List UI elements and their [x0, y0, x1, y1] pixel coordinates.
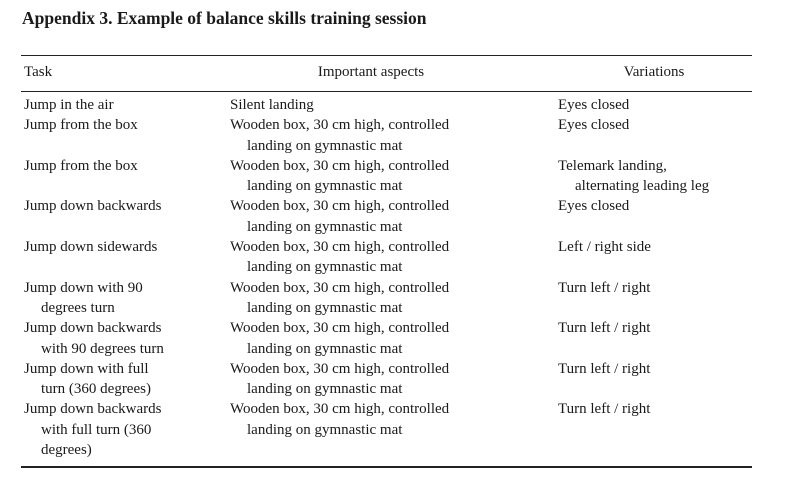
aspects-cell-line: landing on gymnastic mat	[247, 381, 403, 398]
table-header-row	[21, 56, 752, 92]
variations-cell-line: Turn left / right	[558, 401, 651, 418]
task-cell	[21, 196, 230, 237]
variations-cell-line: Eyes closed	[558, 117, 630, 134]
aspects-cell-line: landing on gymnastic mat	[247, 299, 403, 316]
header-important-aspects: Important aspects	[317, 64, 425, 80]
variations-cell	[558, 318, 752, 359]
table-row	[21, 359, 752, 400]
task-cell	[21, 115, 230, 156]
table-body	[21, 92, 752, 468]
variations-cell	[558, 399, 752, 460]
task-cell-line: Jump down with 90	[24, 279, 143, 296]
aspects-cell-line: landing on gymnastic mat	[247, 421, 403, 438]
task-cell	[21, 278, 230, 319]
table-row	[21, 196, 752, 237]
variations-cell-line: Left / right side	[558, 239, 651, 256]
appendix-title: Appendix 3. Example of balance skills training session	[22, 8, 427, 28]
aspects-cell-line: landing on gymnastic mat	[247, 178, 403, 195]
aspects-cell-line: landing on gymnastic mat	[247, 137, 403, 154]
task-cell	[21, 237, 230, 278]
task-cell-line: turn (360 degrees)	[41, 381, 151, 398]
aspects-cell	[230, 156, 558, 197]
aspects-cell-line: landing on gymnastic mat	[247, 340, 403, 357]
task-cell-line: degrees)	[41, 442, 92, 459]
aspects-cell-line: Wooden box, 30 cm high, controlled	[230, 401, 450, 418]
aspects-cell-line: Wooden box, 30 cm high, controlled	[230, 320, 450, 337]
variations-cell-line: Turn left / right	[558, 360, 651, 377]
aspects-cell	[230, 95, 558, 115]
table-row	[21, 278, 752, 319]
aspects-cell-line: Wooden box, 30 cm high, controlled	[230, 279, 450, 296]
task-cell-line: Jump down with full	[24, 360, 149, 377]
aspects-cell-line: Wooden box, 30 cm high, controlled	[230, 239, 450, 256]
task-cell-line: with 90 degrees turn	[41, 340, 164, 357]
table-row	[21, 156, 752, 197]
task-cell	[21, 359, 230, 400]
variations-cell-line: alternating leading leg	[575, 178, 710, 195]
task-cell	[21, 318, 230, 359]
aspects-cell	[230, 115, 558, 156]
task-cell-line: Jump down sidewards	[24, 239, 158, 256]
task-cell-line: Jump down backwards	[24, 320, 162, 337]
task-cell-line: Jump in the air	[24, 97, 114, 113]
aspects-cell	[230, 359, 558, 400]
task-cell	[21, 399, 230, 460]
aspects-cell-line: landing on gymnastic mat	[247, 218, 403, 235]
task-cell-line: Jump down backwards	[24, 198, 162, 215]
variations-cell-line: Turn left / right	[558, 279, 651, 296]
variations-cell	[558, 278, 752, 319]
variations-cell	[558, 115, 752, 156]
aspects-cell-line: Wooden box, 30 cm high, controlled	[230, 360, 450, 377]
task-cell-line: Jump from the box	[24, 117, 138, 134]
aspects-cell-line: Wooden box, 30 cm high, controlled	[230, 157, 450, 174]
variations-cell	[558, 156, 752, 197]
variations-cell-line: Turn left / right	[558, 320, 651, 337]
task-cell	[21, 156, 230, 197]
table-row	[21, 399, 752, 460]
aspects-cell-line: Silent landing	[230, 97, 314, 113]
table-row	[21, 318, 752, 359]
header-variations: Variations	[623, 64, 685, 80]
variations-cell	[558, 359, 752, 400]
table-row	[21, 95, 752, 115]
header-task: Task	[24, 64, 53, 80]
aspects-cell	[230, 318, 558, 359]
task-cell	[21, 95, 230, 115]
task-cell-line: with full turn (360	[41, 421, 152, 438]
variations-cell	[558, 95, 752, 115]
task-cell-line: Jump from the box	[24, 157, 138, 174]
aspects-cell	[230, 196, 558, 237]
task-cell-line: degrees turn	[41, 299, 115, 316]
aspects-cell	[230, 278, 558, 319]
table-row	[21, 237, 752, 278]
variations-cell-line: Eyes closed	[558, 198, 630, 215]
variations-cell	[558, 196, 752, 237]
table-row	[21, 115, 752, 156]
variations-cell-line: Eyes closed	[558, 97, 630, 113]
variations-cell	[558, 237, 752, 278]
variations-cell-line: Telemark landing,	[558, 157, 667, 174]
task-cell-line: Jump down backwards	[24, 401, 162, 418]
aspects-cell-line: Wooden box, 30 cm high, controlled	[230, 198, 450, 215]
aspects-cell	[230, 237, 558, 278]
aspects-cell-line: landing on gymnastic mat	[247, 259, 403, 276]
training-session-table	[21, 55, 752, 468]
aspects-cell-line: Wooden box, 30 cm high, controlled	[230, 117, 450, 134]
aspects-cell	[230, 399, 558, 460]
